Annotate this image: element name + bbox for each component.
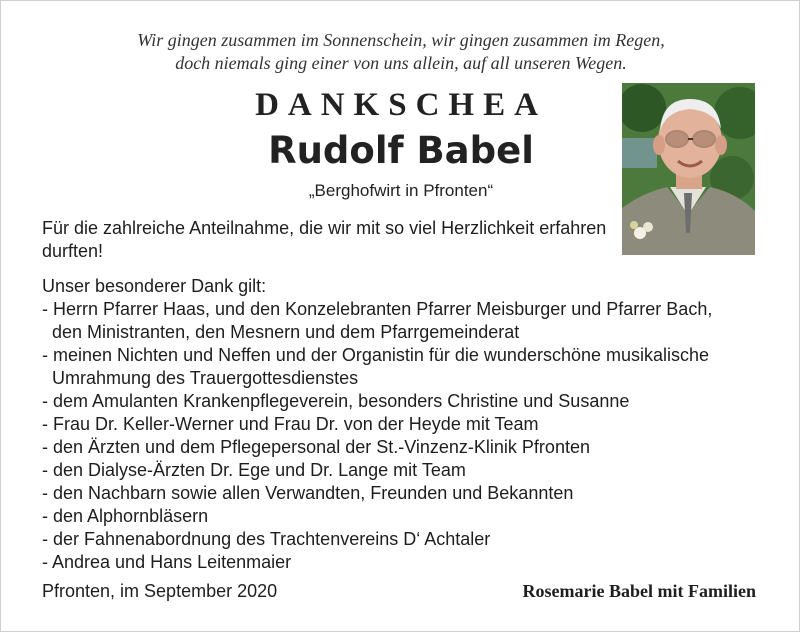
deceased-name: Rudolf Babel [268,129,534,172]
portrait-photo [622,83,755,255]
list-item: - meinen Nichten und Neffen und der Organistin für die wunderschöne musikalische [42,345,710,365]
list-item-continuation: den Ministranten, den Mesnern und dem Pfarrgemeinderat [52,322,520,342]
list-item: - den Ärzten und dem Pflegepersonal der St.-Vinzenz-Klinik Pfronten [42,437,590,457]
list-item: - Frau Dr. Keller-Werner und Frau Dr. von der Heyde mit Team [42,414,539,434]
thanks-header: Unser besonderer Dank gilt: [42,276,267,296]
poem-line-1: Wir gingen zusammen im Sonnenschein, wir gingen zusammen im Regen, [137,30,665,50]
poem-line-2: doch niemals ging einer von uns allein, auf all unseren Wegen. [175,53,627,73]
list-item: - den Dialyse-Ärzten Dr. Ege und Dr. Lange mit Team [42,460,466,480]
subtitle: „Berghofwirt in Pfronten“ [308,181,494,200]
list-item-continuation: Umrahmung des Trauergottesdienstes [52,368,359,388]
portrait-illustration [622,83,755,255]
list-item: - Andrea und Hans Leitenmaier [42,552,292,572]
thanks-list [42,275,772,574]
signature: Rosemarie Babel mit Familien [522,581,756,601]
list-item: - den Alphornbläsern [42,506,209,526]
list-item: - Herrn Pfarrer Haas, und den Konzelebranten Pfarrer Meisburger und Pfarrer Bach, [42,299,713,319]
poem [1,29,800,75]
list-item: - den Nachbarn sowie allen Verwandten, Freunden und Bekannten [42,483,574,503]
list-item: - dem Amulanten Krankenpflegeverein, besonders Christine und Susanne [42,391,630,411]
heading: DANKSCHEA [255,87,547,123]
place-date: Pfronten, im September 2020 [42,581,278,601]
list-item: - der Fahnenabordnung des Trachtenvereins D‘ Achtaler [42,529,491,549]
intro-text: Für die zahlreiche Anteilnahme, die wir mit so viel Herzlichkeit erfahren durften! [42,218,607,261]
